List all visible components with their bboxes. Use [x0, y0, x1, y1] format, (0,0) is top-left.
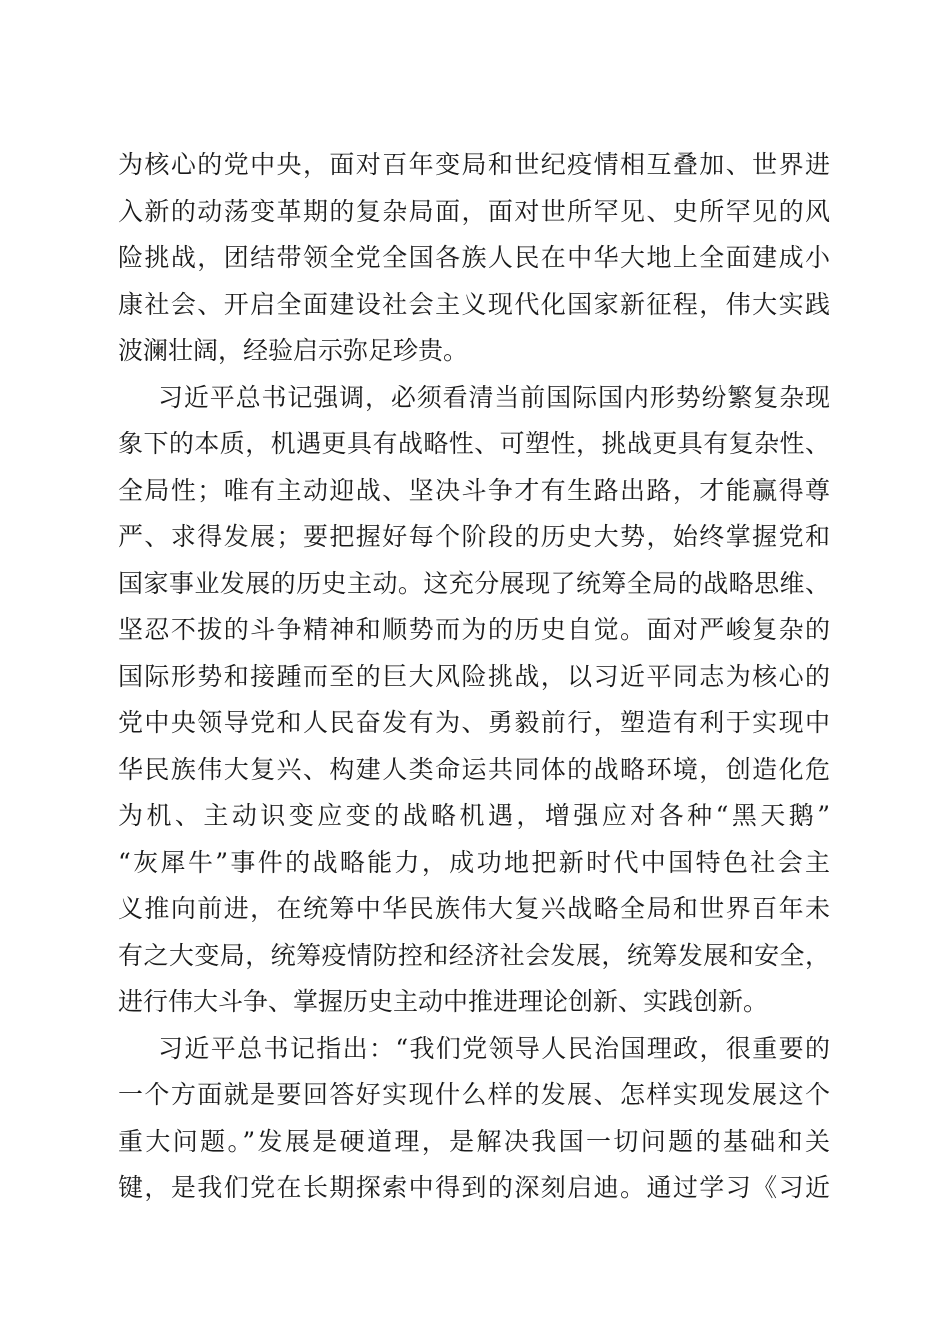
paragraph-1: [118, 142, 830, 375]
text-line: 习近平总书记指出：“我们党领导人民治国理政，很重要的: [158, 1033, 830, 1063]
text-line: 一个方面就是要回答好实现什么样的发展、怎样实现发展这个: [118, 1080, 830, 1109]
text-line: 党中央领导党和人民奋发有为、勇毅前行，塑造有利于实现中: [118, 708, 830, 737]
paragraph-2: [118, 375, 830, 1026]
text-line: 习近平总书记强调，必须看清当前国际国内形势纷繁复杂现: [158, 382, 830, 412]
text-line: 为核心的党中央，面对百年变局和世纪疫情相互叠加、世界进: [118, 150, 830, 179]
text-line: 重大问题。”发展是硬道理，是解决我国一切问题的基础和关: [118, 1126, 830, 1156]
text-line: 严、求得发展；要把握好每个阶段的历史大势，始终掌握党和: [118, 522, 830, 551]
document-body: [118, 142, 830, 1212]
text-line: 有之大变局，统筹疫情防控和经济社会发展，统筹发展和安全，: [118, 940, 830, 970]
text-line: 象下的本质，机遇更具有战略性、可塑性，挑战更具有复杂性、: [118, 429, 830, 458]
text-line: 入新的动荡变革期的复杂局面，面对世所罕见、史所罕见的风: [118, 196, 830, 226]
text-line: 国家事业发展的历史主动。这充分展现了统筹全局的战略思维、: [118, 568, 830, 598]
paragraph-3: [118, 1026, 830, 1212]
text-line: 进行伟大斗争、掌握历史主动中推进理论创新、实践创新。: [118, 987, 769, 1016]
text-line: 全局性；唯有主动迎战、坚决斗争才有生路出路，才能赢得尊: [118, 475, 830, 505]
text-line: 康社会、开启全面建设社会主义现代化国家新征程，伟大实践: [118, 289, 830, 319]
text-line: 华民族伟大复兴、构建人类命运共同体的战略环境，创造化危: [118, 754, 830, 784]
text-line: 为机、主动识变应变的战略机遇，增强应对各种“黑天鹅”: [118, 801, 830, 830]
text-line: 义推向前进，在统筹中华民族伟大复兴战略全局和世界百年未: [118, 894, 830, 923]
text-line: 波澜壮阔，经验启示弥足珍贵。: [118, 336, 469, 365]
text-line: “灰犀牛”事件的战略能力，成功地把新时代中国特色社会主: [118, 847, 830, 877]
text-line: 坚忍不拔的斗争精神和顺势而为的历史自觉。面对严峻复杂的: [118, 615, 830, 644]
text-line: 国际形势和接踵而至的巨大风险挑战，以习近平同志为核心的: [118, 661, 830, 691]
text-line: 键，是我们党在长期探索中得到的深刻启迪。通过学习《习近: [118, 1173, 830, 1202]
text-line: 险挑战，团结带领全党全国各族人民在中华大地上全面建成小: [118, 243, 830, 272]
